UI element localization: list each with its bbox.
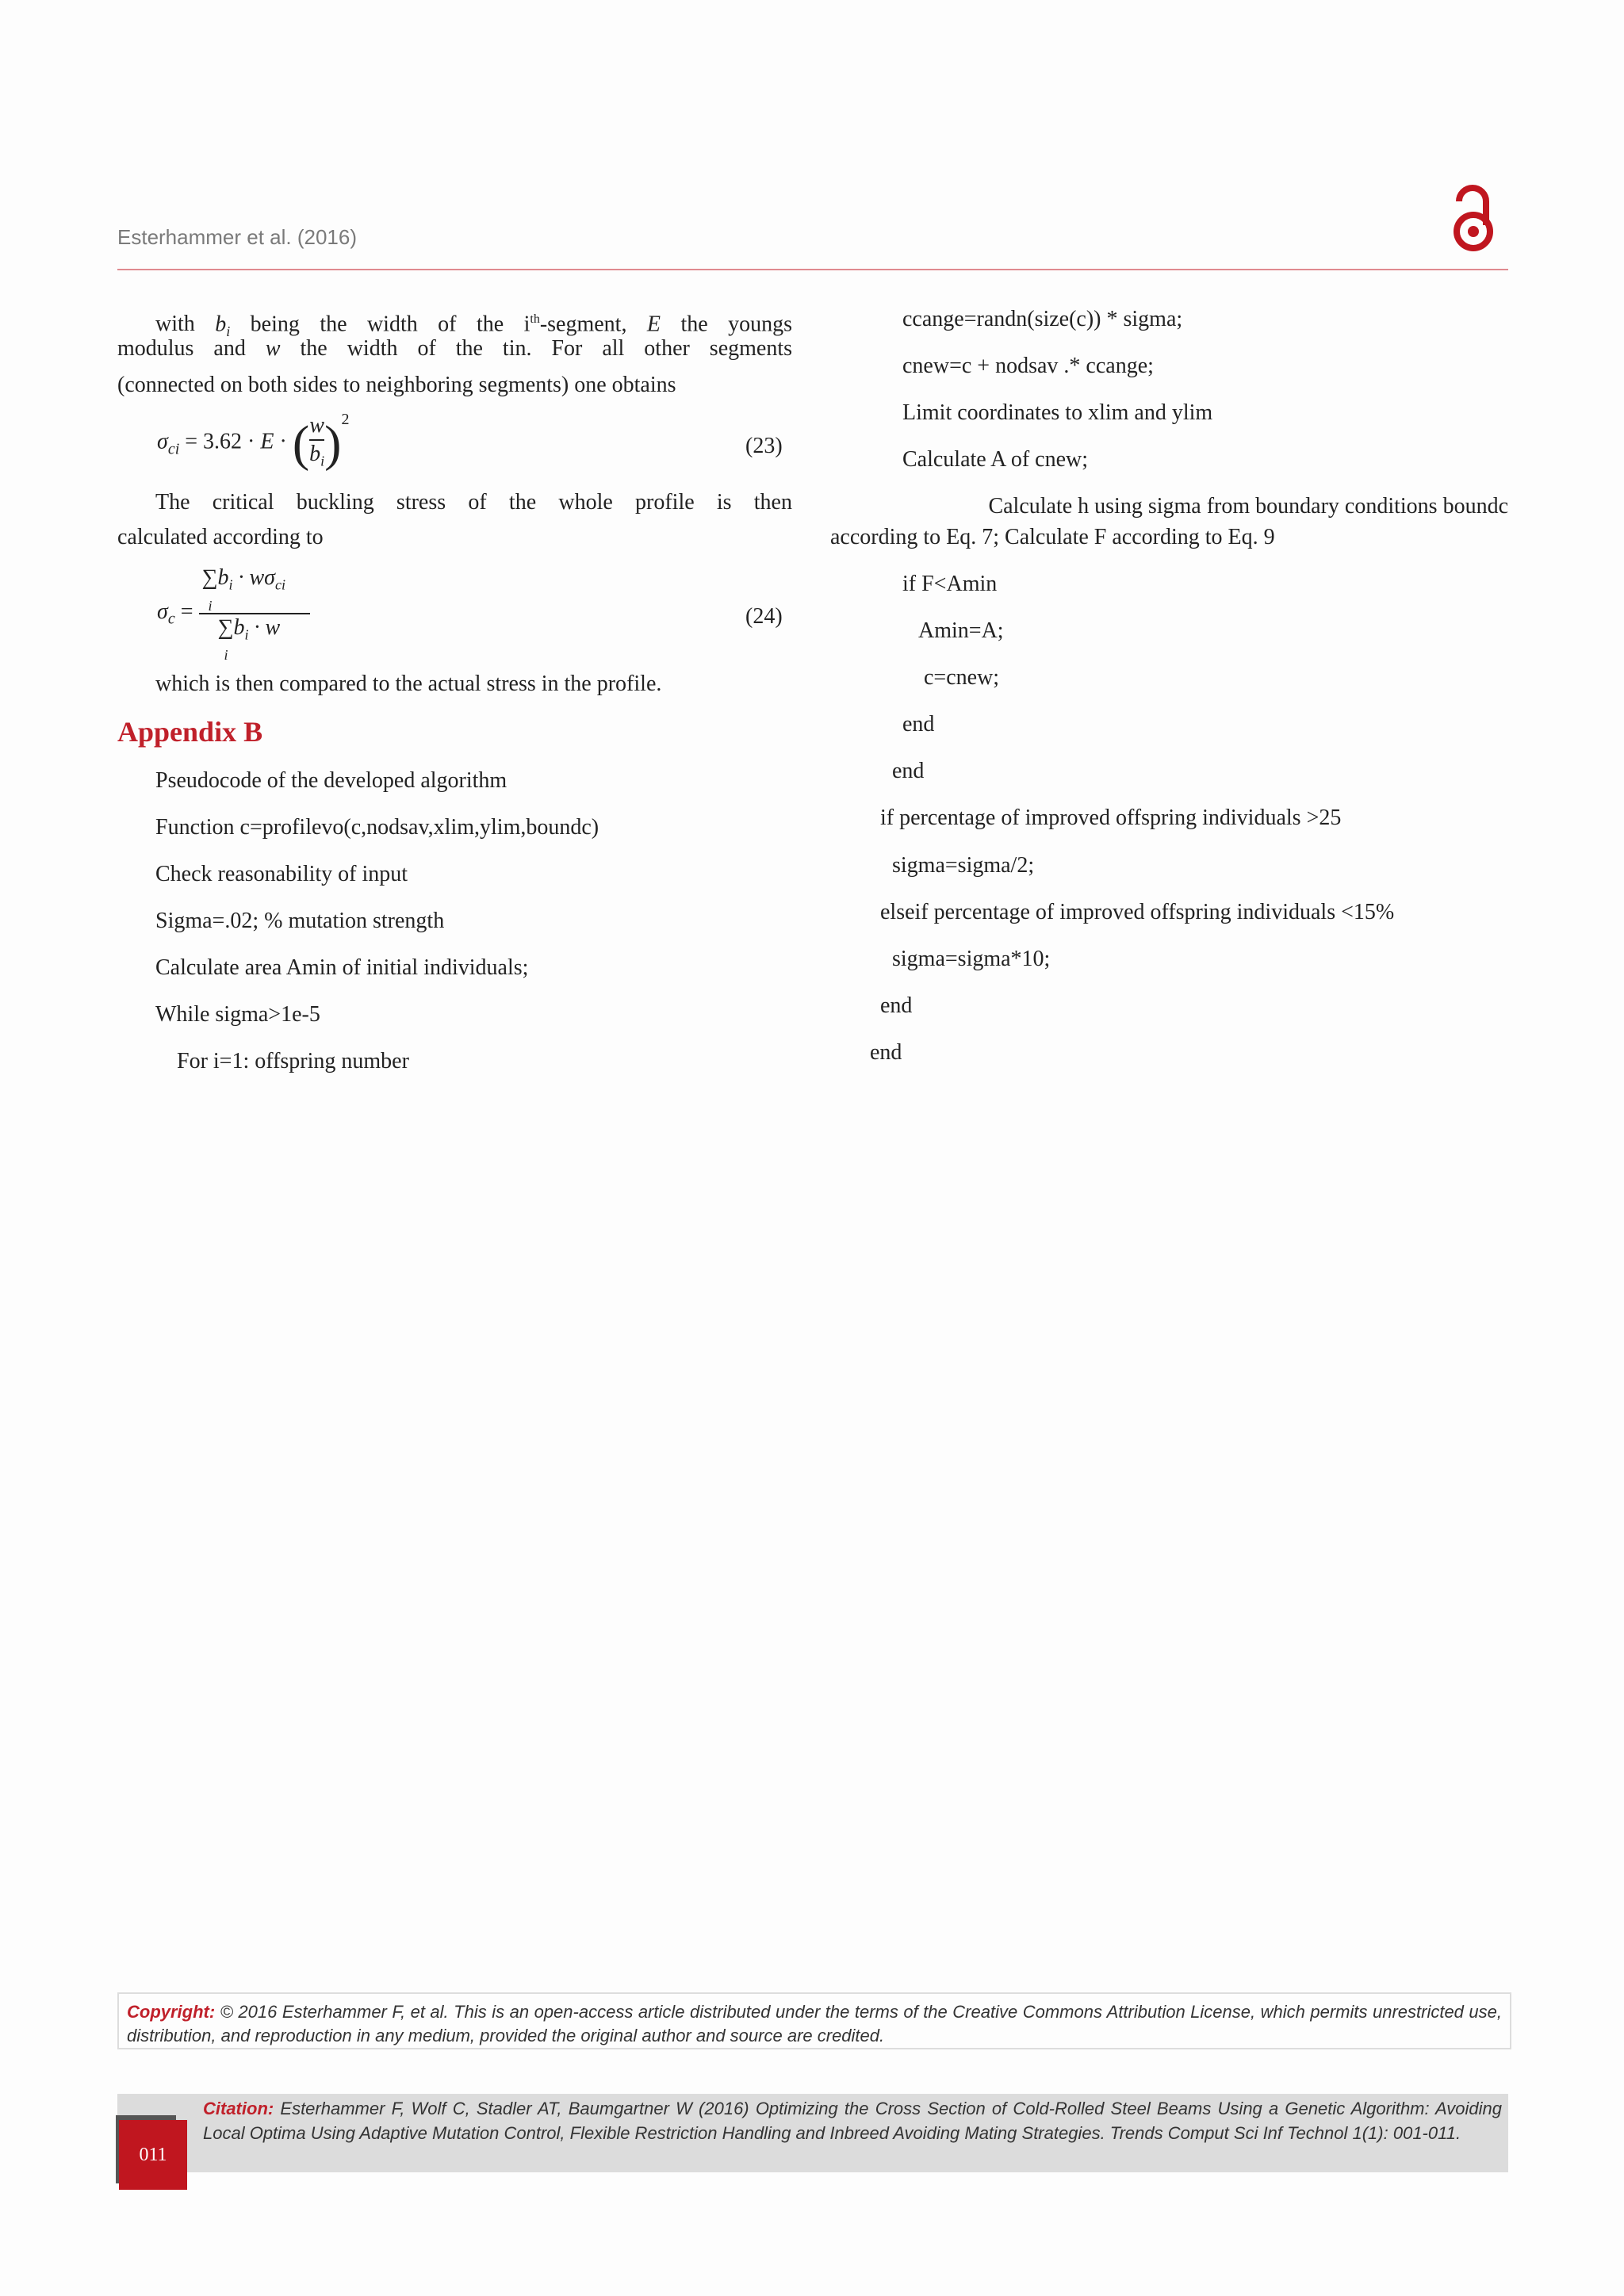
code-line: Calculate area Amin of initial individuals; xyxy=(155,955,529,980)
paragraph-line: calculated according to xyxy=(117,525,324,549)
text: being the width of the i xyxy=(250,312,530,337)
paragraph-line xyxy=(117,333,792,365)
sub-i: i xyxy=(226,323,231,339)
var-e: E xyxy=(646,312,661,337)
eq-sub: i xyxy=(244,626,249,643)
code-line: sigma=sigma*10; xyxy=(892,947,1051,971)
text: with xyxy=(155,312,195,337)
paragraph-line: which is then compared to the actual stress in the profile. xyxy=(155,672,662,696)
eq-num: w xyxy=(309,413,324,438)
code-line: end xyxy=(902,712,935,737)
eq-num: · wσ xyxy=(232,565,275,590)
section-heading: Appendix B xyxy=(117,716,263,748)
eq-den: b xyxy=(309,442,321,466)
text: modulus and xyxy=(117,336,246,361)
copyright-text: © 2016 Esterhammer F, et al. This is an open-access article distributed under the terms of the Creative Commons Attribution License, which permits unrestricted use, distribution, and reproduction in any medium, provided the original author and source are credited. xyxy=(127,2002,1502,2045)
citation-label: Citation: xyxy=(203,2099,274,2118)
code-line: cnew=c + nodsav .* ccange; xyxy=(902,354,1154,378)
code-line: Calculate A of cnew; xyxy=(902,447,1089,472)
eq-sigma: σ xyxy=(157,429,168,454)
var-b: b xyxy=(215,312,227,337)
eq-index: i xyxy=(224,647,228,664)
copyright-box xyxy=(117,1992,1511,2049)
open-access-lock-icon xyxy=(1451,184,1496,252)
code-line: end xyxy=(870,1040,902,1065)
sup-th: th xyxy=(530,312,540,326)
code-line: according to Eq. 7; Calculate F according to Eq. 9 xyxy=(830,525,1275,549)
copyright-label: Copyright: xyxy=(127,2002,216,2022)
eq-fraction xyxy=(309,412,324,475)
paragraph-line xyxy=(117,487,792,519)
code-line: Amin=A; xyxy=(918,618,1004,643)
citation xyxy=(203,2096,1502,2145)
eq-den: ∑b xyxy=(217,614,245,640)
code-line: Limit coordinates to xlim and ylim xyxy=(902,400,1213,425)
equation-number: (23) xyxy=(745,434,783,458)
equation-number: (24) xyxy=(745,604,783,629)
page-number: 011 xyxy=(119,2120,187,2190)
eq-fraction xyxy=(199,564,310,662)
eq-text: · xyxy=(274,429,287,454)
eq-index: i xyxy=(208,597,213,614)
paragraph-line: (connected on both sides to neighboring segments) one obtains xyxy=(117,373,676,397)
equation-24 xyxy=(157,564,310,662)
code-line: end xyxy=(880,993,913,1018)
eq-sub: c xyxy=(167,610,175,628)
running-header: Esterhammer et al. (2016) xyxy=(117,225,358,249)
eq-den: · w xyxy=(248,614,281,640)
code-line: Calculate h using sigma from boundary conditions boundc xyxy=(988,494,1508,519)
code-line: For i=1: offspring number xyxy=(177,1049,409,1073)
code-line: Function c=profilevo(c,nodsav,xlim,ylim,boundc) xyxy=(155,815,599,840)
code-line: if percentage of improved offspring individuals >25 xyxy=(880,806,1342,830)
eq-sub: ci xyxy=(274,576,285,593)
eq-sub: i xyxy=(320,453,325,469)
eq-exp: 2 xyxy=(341,411,350,429)
eq-var: E xyxy=(260,429,274,454)
code-line: While sigma>1e-5 xyxy=(155,1002,320,1027)
code-line: end xyxy=(892,759,925,783)
code-line: c=cnew; xyxy=(924,665,1000,690)
citation-text: Esterhammer F, Wolf C, Stadler AT, Baumgartner W (2016) Optimizing the Cross Section of Cold-Rolled Steel Beams Using a Genetic Algorithm: Avoiding Local Optima Using Adaptive Mutation Control, Flexible Restriction Handling and Inbreed Avoiding Mating Strategies. Trends Comput Sci Inf Technol 1(1): 001-011. xyxy=(203,2099,1502,2143)
text: -segment, xyxy=(539,312,627,337)
code-line: if F<Amin xyxy=(902,572,998,596)
eq-sub: i xyxy=(228,576,233,593)
code-line: Pseudocode of the developed algorithm xyxy=(155,768,508,793)
eq-sub: ci xyxy=(167,440,180,458)
code-line: Check reasonability of input xyxy=(155,862,408,886)
eq-text: = xyxy=(180,599,193,625)
code-line: Sigma=.02; % mutation strength xyxy=(155,909,445,933)
eq-text: = 3.62 · xyxy=(185,429,261,454)
eq-num: ∑b xyxy=(201,565,229,590)
eq-sigma: σ xyxy=(157,599,168,625)
text: the youngs xyxy=(680,312,792,337)
code-line: ccange=randn(size(c)) * sigma; xyxy=(902,307,1183,331)
header-divider xyxy=(117,269,1508,270)
var-w: w xyxy=(265,336,281,361)
code-line: elseif percentage of improved offspring individuals <15% xyxy=(880,900,1395,924)
text: The critical buckling stress of the whole profile is then xyxy=(155,490,792,515)
code-line: sigma=sigma/2; xyxy=(892,853,1035,878)
equation-23: $\sigma_{ci} = 3.62 \cdot E$ · ( $\frac{w}{b_i}$ )$^2$ xyxy=(157,412,349,475)
text: the width of the tin. For all other segments xyxy=(300,336,793,361)
